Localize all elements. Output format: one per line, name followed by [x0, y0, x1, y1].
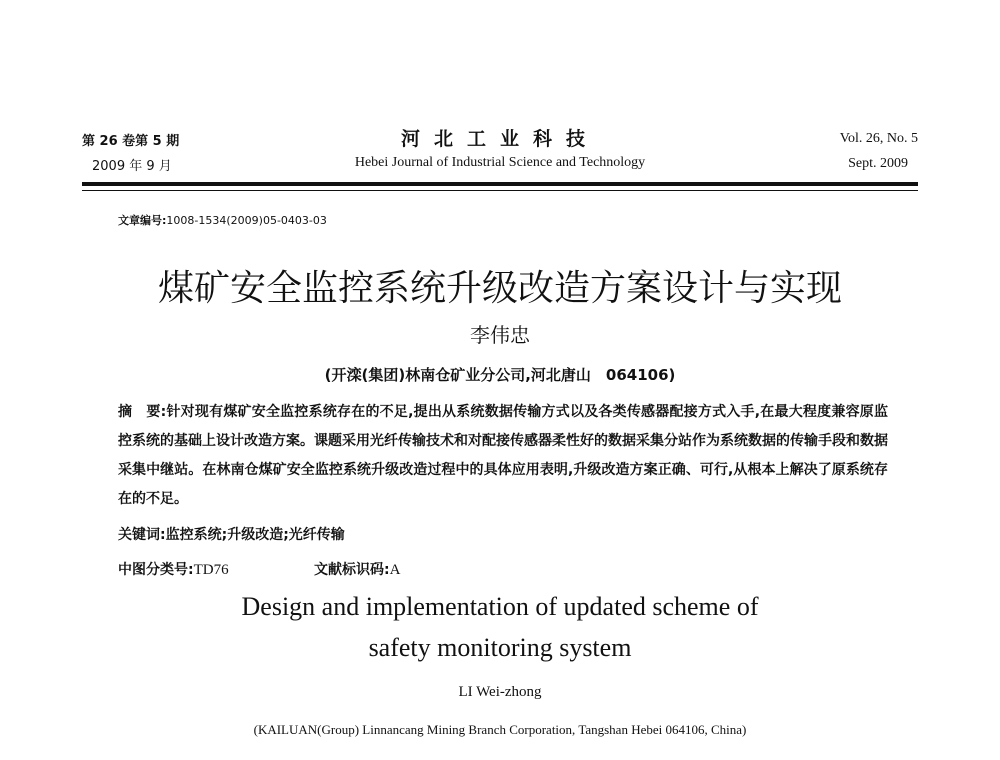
- author-en: LI Wei-zhong: [458, 684, 542, 700]
- clc-label: 中图分类号:: [118, 562, 194, 578]
- paper-title-en-line-1: Design and implementation of updated scheme of: [241, 592, 759, 621]
- keywords-text: 监控系统;升级改造;光纤传输: [165, 527, 345, 543]
- keywords: [118, 524, 345, 544]
- header-rule-thick: [82, 182, 918, 186]
- paper-title-cn: 煤矿安全监控系统升级改造方案设计与实现: [157, 268, 842, 309]
- volume-issue-en: Vol. 26, No. 5: [839, 131, 918, 146]
- affiliation-cn: (开滦(集团)林南仓矿业分公司,河北唐山 064106): [324, 366, 676, 384]
- author-cn: 李伟忠: [470, 323, 530, 347]
- article-number-value: 1008-1534(2009)05-0403-03: [166, 214, 327, 227]
- journal-title-en: Hebei Journal of Industrial Science and Technology: [354, 155, 646, 170]
- document-code-value: A: [389, 562, 401, 578]
- paper-title-en-line-2: safety monitoring system: [368, 633, 632, 662]
- affiliation-en: (KAILUAN(Group) Linnancang Mining Branch Corporation, Tangshan Hebei 064106, China): [253, 722, 747, 737]
- article-number: [118, 212, 327, 228]
- date-en: Sept. 2009: [848, 156, 908, 171]
- journal-title-cn: 河北工业科技: [400, 128, 599, 150]
- abstract-text: 针对现有煤矿安全监控系统存在的不足,提出从系统数据传输方式以及各类传感器配接方式入手,在最大程度兼容原监控系统的基础上设计改造方案。课题采用光纤传输技术和对配接传感器柔性好的数据采集分站作为系统数据的传输手段和数据采集中继站。在林南仓煤矿安全监控系统升级改造过程中的具体应用表明,升级改造方案正确、可行,从根本上解决了原系统存在的不足。: [118, 404, 888, 507]
- article-number-label: 文章编号:: [118, 214, 167, 227]
- abstract: [118, 398, 888, 514]
- abstract-label: 摘 要:: [118, 404, 167, 420]
- document-code: [314, 559, 400, 579]
- header-rule-thin: [82, 190, 918, 191]
- volume-issue-cn: 第 26 卷第 5 期: [82, 134, 180, 149]
- keywords-label: 关键词:: [118, 527, 166, 543]
- date-cn: 2009 年 9 月: [92, 159, 172, 174]
- clc-number: [118, 559, 229, 579]
- clc-value: TD76: [193, 562, 229, 578]
- document-code-label: 文献标识码:: [314, 562, 390, 578]
